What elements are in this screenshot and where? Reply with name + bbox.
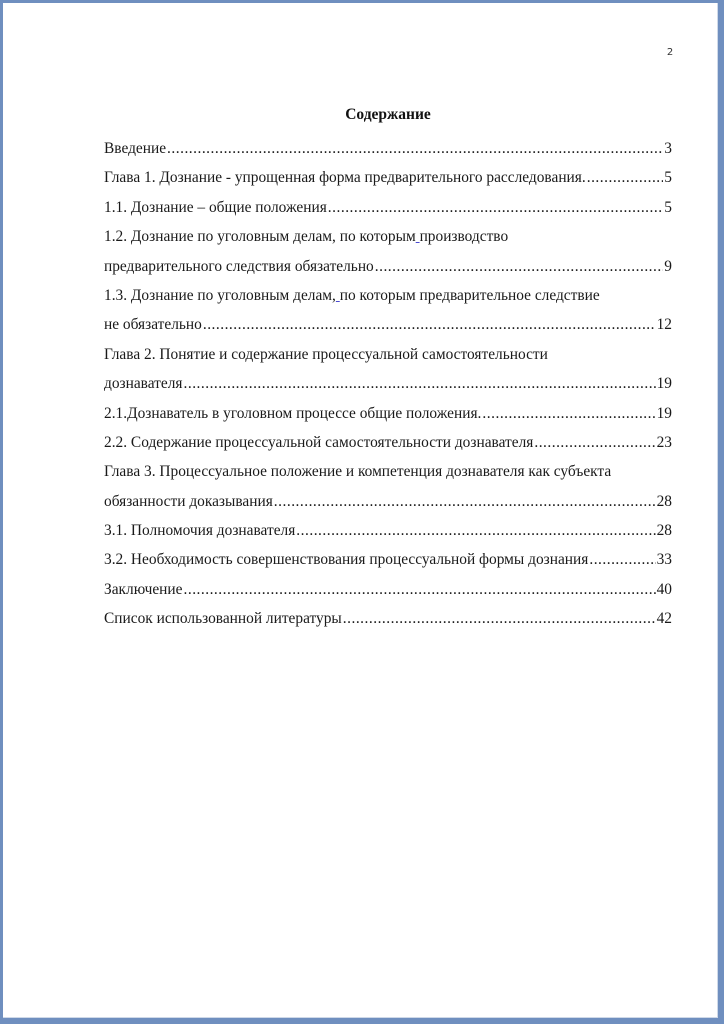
toc-entry-chapter-1[interactable]	[104, 163, 672, 192]
toc-leader-dots	[482, 399, 655, 428]
toc-entry-text: предварительного следствия обязательно	[104, 257, 374, 275]
toc-entry-text: 3.1. Полномочия дознавателя	[104, 522, 296, 540]
toc-entry-text: 2.1.Дознаватель в уголовном процессе общие положения.	[104, 404, 482, 422]
document-page	[3, 3, 718, 1018]
toc-entry-3-1[interactable]	[104, 516, 672, 545]
toc-entry-page: 28	[656, 522, 672, 540]
toc-leader-dots	[587, 163, 664, 192]
toc-entry-1-3-line1[interactable]	[104, 281, 672, 310]
toc-entry-page: 3	[664, 140, 672, 157]
toc-leader-dots	[184, 369, 656, 398]
toc-entry-1-2[interactable]	[104, 252, 672, 281]
toc-entry-page: 12	[656, 316, 672, 334]
toc-entry-introduction[interactable]	[104, 134, 672, 163]
toc-entry-text: дознавателя	[104, 375, 183, 393]
toc-entry-page: 5	[664, 169, 672, 187]
toc-entry-text: 2.2. Содержание процессуальной самостоятельности дознавателя	[104, 433, 534, 451]
table-of-contents	[104, 134, 672, 634]
toc-entry-1-2-line1[interactable]	[104, 222, 672, 251]
toc-entry-1-3[interactable]	[104, 310, 672, 339]
toc-entry-page: 33	[656, 551, 672, 569]
toc-entry-text: Введение	[104, 140, 167, 157]
toc-entry-text: 3.2. Необходимость совершенствования процессуальной формы дознания	[104, 551, 589, 569]
toc-entry-page: 19	[656, 404, 672, 422]
toc-entry-text-part: Глава 3. Процессуальное положение и компетенция дознавателя как субъекта	[104, 463, 612, 481]
toc-leader-dots	[296, 516, 655, 545]
toc-entry-text: обязанности доказывания	[104, 492, 273, 510]
toc-leader-dots	[534, 428, 655, 457]
toc-title: Содержание	[345, 106, 431, 123]
toc-leader-dots	[167, 134, 663, 163]
toc-entry-page: 23	[656, 433, 672, 451]
toc-entry-page: 5	[664, 198, 672, 216]
toc-entry-chapter-2-line1[interactable]	[104, 340, 672, 369]
toc-entry-page: 42	[656, 610, 672, 628]
toc-entry-text: Список использованной литературы	[104, 610, 342, 628]
toc-entry-page: 40	[656, 580, 672, 598]
toc-entry-conclusion[interactable]	[104, 575, 672, 604]
toc-entry-text-part: 1.2. Дознание по уголовным делам, по которым	[104, 228, 416, 246]
toc-leader-dots	[328, 193, 664, 222]
toc-entry-text-part: по которым предварительное следствие	[339, 286, 600, 304]
toc-entry-text-part: Глава 2. Понятие и содержание процессуальной самостоятельности	[104, 345, 548, 363]
toc-entry-chapter-3[interactable]	[104, 487, 672, 516]
toc-leader-dots	[375, 252, 664, 281]
toc-entry-chapter-3-line1[interactable]	[104, 457, 672, 486]
toc-leader-dots	[589, 545, 655, 574]
toc-leader-dots	[203, 310, 656, 339]
toc-leader-dots	[343, 604, 656, 633]
toc-leader-dots	[274, 487, 656, 516]
toc-entry-text: не обязательно	[104, 316, 202, 334]
toc-entry-1-1[interactable]	[104, 193, 672, 222]
toc-entry-2-2[interactable]	[104, 428, 672, 457]
toc-entry-page: 9	[664, 257, 672, 275]
toc-entry-text-part: 1.3. Дознание по уголовным делам,	[104, 286, 336, 304]
toc-entry-text-part: производство	[419, 228, 509, 246]
toc-entry-page: 19	[656, 375, 672, 393]
toc-entry-3-2[interactable]	[104, 545, 672, 574]
toc-entry-2-1[interactable]	[104, 399, 672, 428]
toc-leader-dots	[184, 575, 656, 604]
page-number: 2	[666, 47, 674, 58]
toc-entry-text: Глава 1. Дознание - упрощенная форма предварительного расследования.	[104, 169, 586, 187]
toc-entry-references[interactable]	[104, 604, 672, 633]
toc-entry-text: 1.1. Дознание – общие положения	[104, 198, 327, 216]
toc-entry-text: Заключение	[104, 580, 183, 598]
toc-entry-chapter-2[interactable]	[104, 369, 672, 398]
toc-entry-page: 28	[656, 492, 672, 510]
